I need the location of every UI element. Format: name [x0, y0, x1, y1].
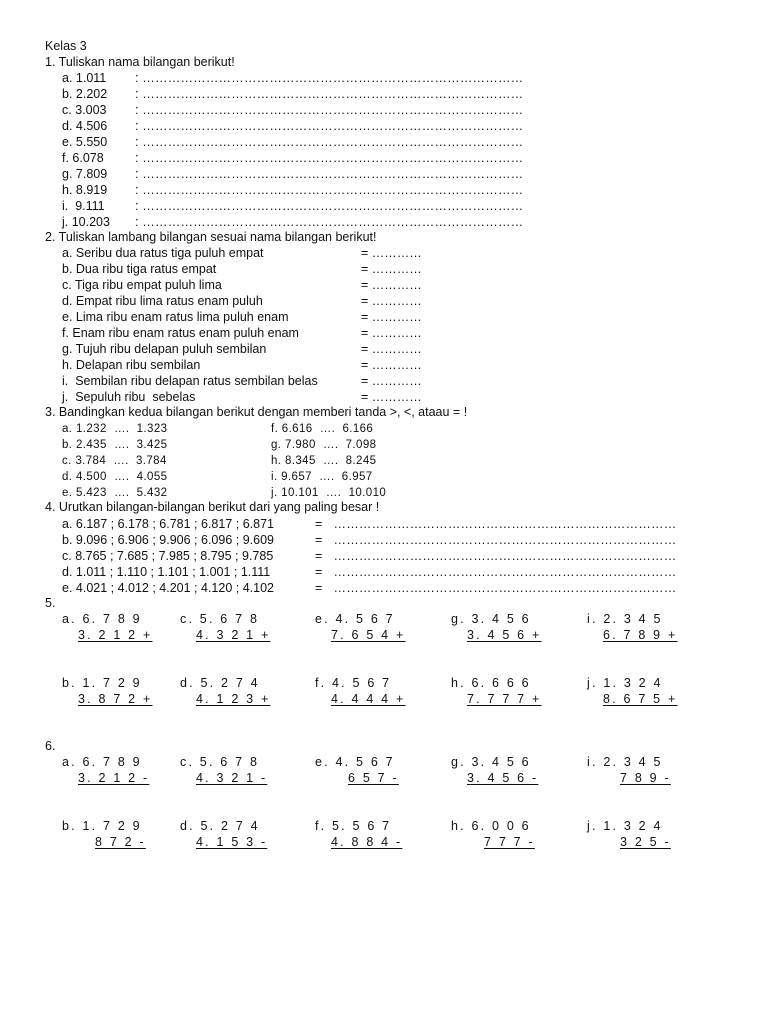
q3-title: 3. Bandingkan kedua bilangan berikut dengan memberi tanda >, <, ataau = ! — [45, 405, 468, 419]
q5-number: 5. — [45, 596, 56, 610]
q3-comparison-item: h. 8.345 …. 8.245 — [271, 455, 377, 467]
q6-problem-top: b. 1. 7 2 9 — [62, 819, 142, 833]
q4-number-sequence: c. 8.765 ; 7.685 ; 7.985 ; 8.795 ; 9.785 — [62, 549, 274, 563]
q5-problem-top: a. 6. 7 8 9 — [62, 612, 142, 626]
q3-comparison-item: i. 9.657 …. 6.957 — [271, 471, 373, 483]
q5-problem-bottom: 3. 4 5 6 + — [467, 628, 542, 642]
q2-answer-blank: = ………… — [361, 342, 422, 356]
q5-problem-top: f. 4. 5 6 7 — [315, 676, 392, 690]
q4-answer-line: = ……………………………………………………………………… — [315, 581, 677, 595]
q3-comparison-item: f. 6.616 …. 6.166 — [271, 423, 374, 435]
q1-item-label: j. 10.203 — [62, 215, 110, 229]
q2-answer-blank: = ………… — [361, 310, 422, 324]
q6-problem-top: j. 1. 3 2 4 — [587, 819, 663, 833]
q6-problem-bottom: 3. 4 5 6 - — [467, 771, 539, 785]
q5-problem-top: e. 4. 5 6 7 — [315, 612, 395, 626]
q5-problem-bottom: 7. 6 5 4 + — [331, 628, 406, 642]
q1-item-label: e. 5.550 — [62, 135, 108, 149]
q5-problem-top: j. 1. 3 2 4 — [587, 676, 663, 690]
q1-title: 1. Tuliskan nama bilangan berikut! — [45, 55, 235, 69]
q2-answer-blank: = ………… — [361, 326, 422, 340]
q5-problem-bottom: 6. 7 8 9 + — [603, 628, 678, 642]
q3-comparison-item: j. 10.101 …. 10.010 — [271, 487, 387, 499]
q2-item-label: a. Seribu dua ratus tiga puluh empat — [62, 246, 264, 260]
q2-answer-blank: = ………… — [361, 390, 422, 404]
q5-problem-top: d. 5. 2 7 4 — [180, 676, 260, 690]
q4-title: 4. Urutkan bilangan-bilangan berikut dari yang paling besar ! — [45, 500, 380, 514]
q2-item-label: e. Lima ribu enam ratus lima puluh enam — [62, 310, 289, 324]
q5-problem-bottom: 3. 2 1 2 + — [78, 628, 153, 642]
q6-problem-top: d. 5. 2 7 4 — [180, 819, 260, 833]
q6-problem-bottom: 7 7 7 - — [484, 835, 535, 849]
q5-problem-top: b. 1. 7 2 9 — [62, 676, 142, 690]
q2-item-label: h. Delapan ribu sembilan — [62, 358, 201, 372]
q6-problem-bottom: 4. 8 8 4 - — [331, 835, 403, 849]
q5-problem-bottom: 4. 3 2 1 + — [196, 628, 271, 642]
q2-title: 2. Tuliskan lambang bilangan sesuai nama bilangan berikut! — [45, 230, 377, 244]
q1-answer-line: : ……………………………………………………………………………… — [135, 199, 524, 213]
q1-item-label: b. 2.202 — [62, 87, 108, 101]
q6-problem-top: g. 3. 4 5 6 — [451, 755, 531, 769]
q2-answer-blank: = ………… — [361, 358, 422, 372]
q2-item-label: g. Tujuh ribu delapan puluh sembilan — [62, 342, 267, 356]
q6-problem-top: c. 5. 6 7 8 — [180, 755, 260, 769]
q3-comparison-item: b. 2.435 …. 3.425 — [62, 439, 168, 451]
q2-answer-blank: = ………… — [361, 374, 422, 388]
q5-problem-bottom: 7. 7 7 7 + — [467, 692, 542, 706]
q6-problem-bottom: 8 7 2 - — [95, 835, 146, 849]
q6-problem-top: e. 4. 5 6 7 — [315, 755, 395, 769]
q1-answer-line: : ……………………………………………………………………………… — [135, 135, 524, 149]
q5-problem-top: g. 3. 4 5 6 — [451, 612, 531, 626]
q5-problem-top: c. 5. 6 7 8 — [180, 612, 260, 626]
q1-answer-line: : ……………………………………………………………………………… — [135, 167, 524, 181]
q6-problem-top: h. 6. 0 0 6 — [451, 819, 531, 833]
q2-item-label: c. Tiga ribu empat puluh lima — [62, 278, 222, 292]
q6-problem-bottom: 6 5 7 - — [348, 771, 399, 785]
class-header: Kelas 3 — [45, 39, 87, 53]
q1-answer-line: : ……………………………………………………………………………… — [135, 71, 524, 85]
q1-item-label: i. 9.111 — [62, 199, 105, 213]
q1-answer-line: : ……………………………………………………………………………… — [135, 87, 524, 101]
q1-answer-line: : ……………………………………………………………………………… — [135, 183, 524, 197]
q3-comparison-item: d. 4.500 …. 4.055 — [62, 471, 168, 483]
q4-number-sequence: d. 1.011 ; 1.110 ; 1.101 ; 1.001 ; 1.111 — [62, 565, 271, 579]
q1-answer-line: : ……………………………………………………………………………… — [135, 215, 524, 229]
q3-comparison-item: a. 1.232 …. 1.323 — [62, 423, 168, 435]
q2-item-label: b. Dua ribu tiga ratus empat — [62, 262, 217, 276]
q1-item-label: g. 7.809 — [62, 167, 108, 181]
q2-item-label: j. Sepuluh ribu sebelas — [62, 390, 196, 404]
q1-item-label: d. 4.506 — [62, 119, 108, 133]
q2-answer-blank: = ………… — [361, 294, 422, 308]
q6-problem-bottom: 4. 1 5 3 - — [196, 835, 268, 849]
q1-item-label: a. 1.011 — [62, 71, 107, 85]
q6-problem-bottom: 4. 3 2 1 - — [196, 771, 268, 785]
q1-answer-line: : ……………………………………………………………………………… — [135, 151, 524, 165]
q1-item-label: h. 8.919 — [62, 183, 108, 197]
q3-comparison-item: c. 3.784 …. 3.784 — [62, 455, 167, 467]
q4-answer-line: = ……………………………………………………………………… — [315, 565, 677, 579]
q6-problem-bottom: 3 2 5 - — [620, 835, 671, 849]
q2-answer-blank: = ………… — [361, 278, 422, 292]
q3-comparison-item: g. 7.980 …. 7.098 — [271, 439, 377, 451]
q2-item-label: f. Enam ribu enam ratus enam puluh enam — [62, 326, 299, 340]
q3-comparison-item: e. 5.423 …. 5.432 — [62, 487, 168, 499]
q5-problem-bottom: 8. 6 7 5 + — [603, 692, 678, 706]
q6-problem-top: a. 6. 7 8 9 — [62, 755, 142, 769]
q6-problem-top: f. 5. 5 6 7 — [315, 819, 392, 833]
q4-answer-line: = ……………………………………………………………………… — [315, 549, 677, 563]
q2-item-label: d. Empat ribu lima ratus enam puluh — [62, 294, 263, 308]
q5-problem-bottom: 4. 4 4 4 + — [331, 692, 406, 706]
q6-problem-bottom: 7 8 9 - — [620, 771, 671, 785]
q1-item-label: c. 3.003 — [62, 103, 107, 117]
q6-problem-bottom: 3. 2 1 2 - — [78, 771, 150, 785]
q1-item-label: f. 6.078 — [62, 151, 104, 165]
q4-number-sequence: a. 6.187 ; 6.178 ; 6.781 ; 6.817 ; 6.871 — [62, 517, 274, 531]
q1-answer-line: : ……………………………………………………………………………… — [135, 103, 524, 117]
q1-answer-line: : ……………………………………………………………………………… — [135, 119, 524, 133]
q2-answer-blank: = ………… — [361, 262, 422, 276]
q4-answer-line: = ……………………………………………………………………… — [315, 533, 677, 547]
q6-problem-top: i. 2. 3 4 5 — [587, 755, 663, 769]
q5-problem-top: h. 6. 6 6 6 — [451, 676, 531, 690]
q4-answer-line: = ……………………………………………………………………… — [315, 517, 677, 531]
q6-number: 6. — [45, 739, 56, 753]
q4-number-sequence: b. 9.096 ; 6.906 ; 9.906 ; 6.096 ; 9.609 — [62, 533, 274, 547]
q5-problem-bottom: 3. 8 7 2 + — [78, 692, 153, 706]
q4-number-sequence: e. 4.021 ; 4.012 ; 4.201 ; 4.120 ; 4.102 — [62, 581, 274, 595]
q2-item-label: i. Sembilan ribu delapan ratus sembilan belas — [62, 374, 318, 388]
q5-problem-top: i. 2. 3 4 5 — [587, 612, 663, 626]
q2-answer-blank: = ………… — [361, 246, 422, 260]
q5-problem-bottom: 4. 1 2 3 + — [196, 692, 271, 706]
